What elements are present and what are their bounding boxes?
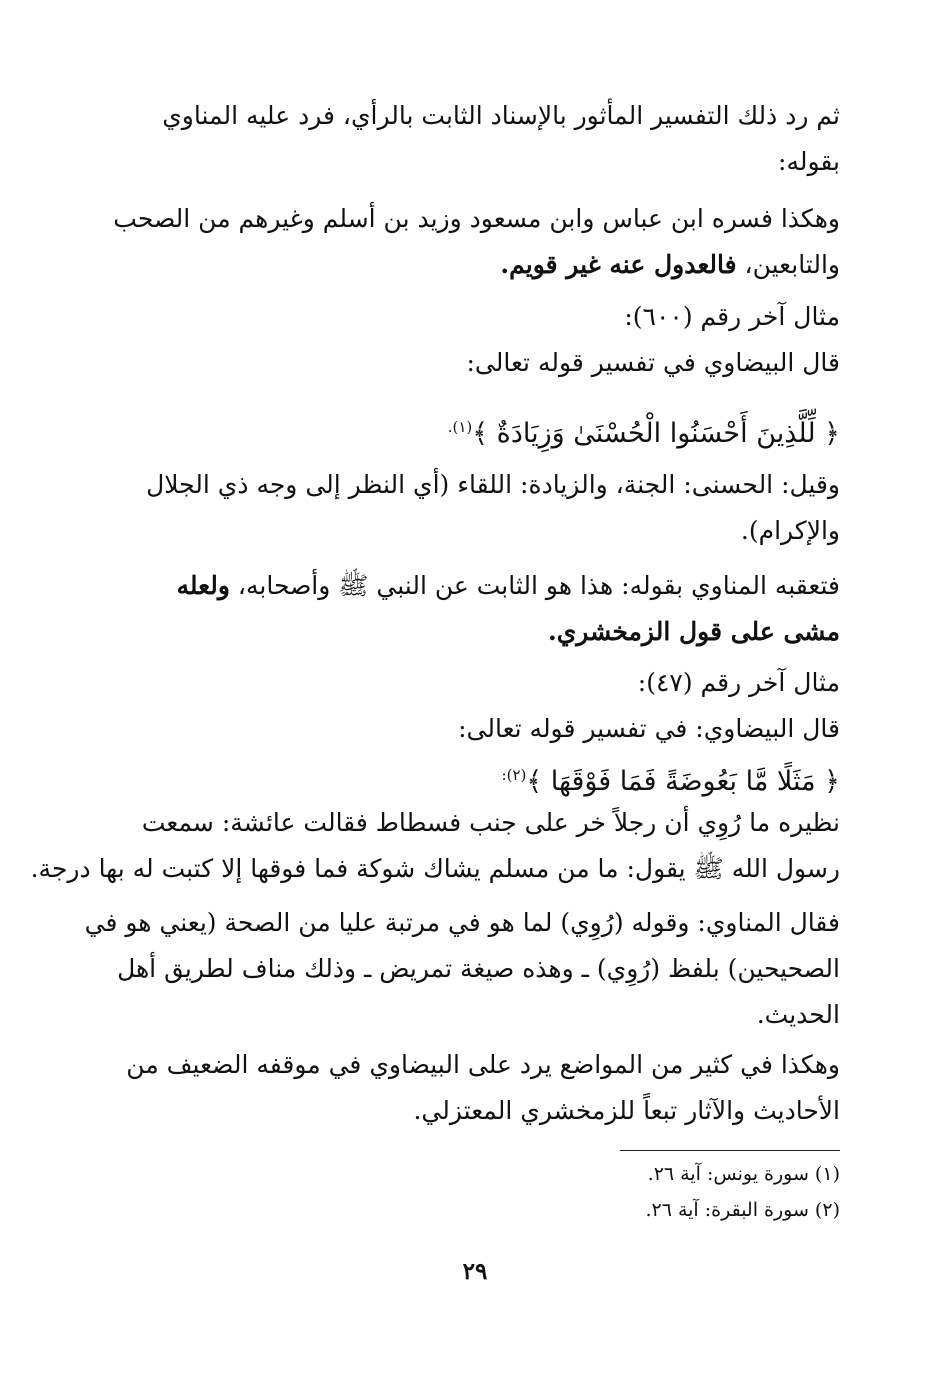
text-line: والإكرام).: [740, 516, 840, 545]
text-line: [146, 242, 840, 288]
text-line: الأحاديث والآثار تبعاً للزمخشري المعتزلي.: [413, 1096, 840, 1125]
verse-text: ﴿ لِّلَّذِينَ أَحْسَنُوا الْحُسْنَىٰ وَزِيَادَةٌ ﴾: [472, 418, 840, 449]
paragraph-4: [146, 563, 840, 655]
quran-verse-2: [146, 752, 840, 805]
paragraph-5: [30, 800, 840, 892]
example-2: [146, 660, 840, 752]
paragraph-3: [146, 462, 840, 554]
text-line: [146, 563, 840, 609]
quran-verse-1: [146, 404, 840, 457]
footnote-1: (١) سورة يونس: آية ٢٦.: [647, 1163, 840, 1185]
footnote-divider: [620, 1150, 840, 1151]
footnote-ref: (١).: [447, 418, 473, 436]
example-intro: قال البيضاوي: في تفسير قوله تعالى:: [458, 714, 840, 743]
page-number: ٢٩: [462, 1258, 488, 1285]
example-heading: مثال آخر رقم (٤٧):: [637, 668, 840, 697]
paragraph-1: [146, 93, 840, 185]
text-line: وهكذا في كثير من المواضع يرد على البيضاوي في موقفه الضعيف من: [126, 1050, 840, 1079]
text-line: الصحيحين) بلفظ (رُوِي) ـ وهذه صيغة تمريض ـ وذلك مناف لطريق أهل: [117, 954, 840, 983]
text-line: بقوله:: [778, 147, 840, 176]
text-span: والتابعين،: [744, 250, 840, 279]
verse-text: ﴿ مَثَلًا مَّا بَعُوضَةً فَمَا فَوْقَهَا ﴾: [526, 766, 840, 797]
paragraph-6: [84, 900, 840, 1038]
text-span: فتعقبه المناوي بقوله: هذا هو الثابت عن النبي ﷺ وأصحابه،: [237, 571, 840, 600]
text-line: الحديث.: [756, 1000, 840, 1029]
bold-span: ولعله: [176, 571, 230, 600]
example-intro: قال البيضاوي في تفسير قوله تعالى:: [466, 348, 840, 377]
example-heading: مثال آخر رقم (٦٠٠):: [624, 302, 840, 331]
paragraph-2: [113, 196, 840, 288]
bold-conclusion: فالعدول عنه غير قويم.: [500, 250, 737, 279]
footnote-ref: (٢):: [501, 766, 527, 784]
text-line: مشى على قول الزمخشري.: [548, 617, 840, 646]
text-line: وهكذا فسره ابن عباس وابن مسعود وزيد بن أسلم وغيرهم من الصحب: [113, 204, 840, 233]
example-1: [146, 294, 840, 386]
text-line: فقال المناوي: وقوله (رُوِي) لما هو في مرتبة عليا من الصحة (يعني هو في: [84, 908, 840, 937]
text-line: نظيره ما رُوِي أن رجلاً خر على جنب فسطاط فقالت عائشة: سمعت: [141, 808, 840, 837]
text-line: ثم رد ذلك التفسير المأثور بالإسناد الثابت بالرأي، فرد عليه المناوي: [162, 101, 840, 130]
paragraph-7: [126, 1042, 840, 1134]
text-line: وقيل: الحسنى: الجنة، والزيادة: اللقاء (أي النظر إلى وجه ذي الجلال: [146, 470, 840, 499]
text-line: رسول الله ﷺ يقول: ما من مسلم يشاك شوكة فما فوقها إلا كتبت له بها درجة.: [30, 854, 840, 883]
footnote-2: (٢) سورة البقرة: آية ٢٦.: [645, 1199, 840, 1221]
